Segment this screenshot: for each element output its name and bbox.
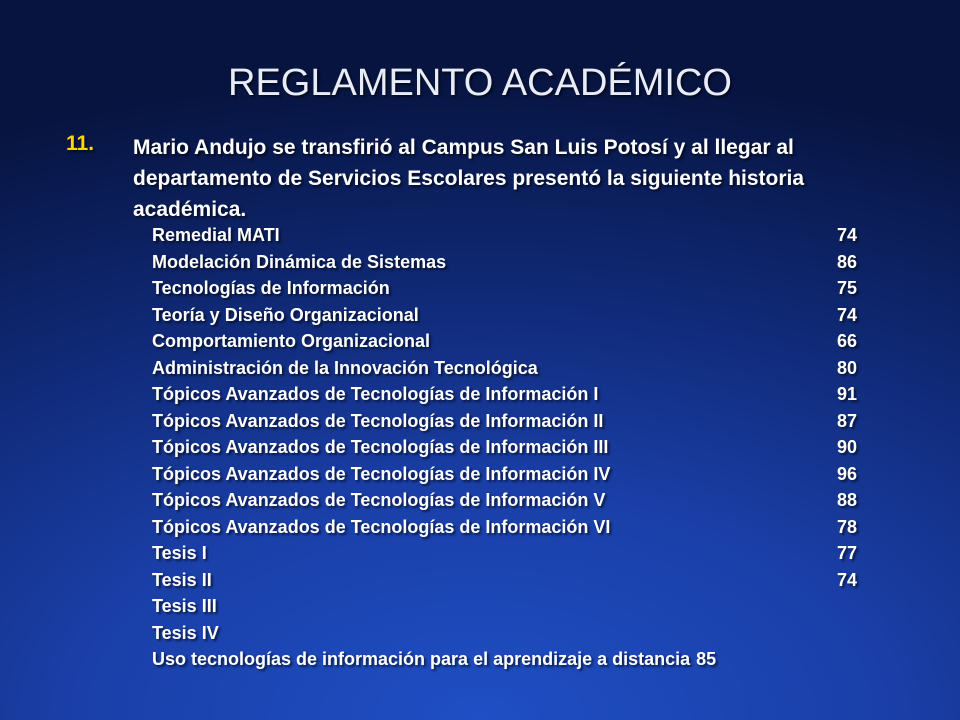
course-row: [152, 249, 872, 276]
course-name: Uso tecnologías de información para el aprendizaje a distancia: [152, 649, 691, 669]
course-grade: 86: [837, 251, 858, 272]
course-name: Teoría y Diseño Organizacional: [152, 304, 419, 325]
course-row: [152, 461, 872, 488]
course-grade: 74: [837, 304, 858, 325]
course-row: [152, 514, 872, 541]
course-name: Comportamiento Organizacional: [152, 331, 431, 351]
course-list: [152, 222, 872, 673]
course-row: [152, 646, 872, 673]
course-name: Tópicos Avanzados de Tecnologías de Información V: [152, 490, 606, 510]
course-name: Tópicos Avanzados de Tecnologías de Información IV: [152, 463, 611, 484]
course-name: Remedial MATI: [152, 225, 280, 245]
course-name: Tecnologías de Información: [152, 278, 390, 298]
course-name: Tópicos Avanzados de Tecnologías de Información II: [152, 410, 604, 431]
course-grade: 74: [837, 569, 858, 590]
course-row: [152, 487, 872, 514]
course-name: Tesis III: [152, 596, 217, 616]
course-row: [152, 593, 872, 620]
course-name: Tópicos Avanzados de Tecnologías de Información VI: [152, 516, 611, 537]
course-grade: 78: [837, 516, 858, 537]
course-grade: 74: [837, 225, 858, 245]
course-row: [152, 567, 872, 594]
course-row: [152, 275, 872, 302]
course-name: Tesis IV: [152, 622, 219, 643]
course-grade: 91: [837, 384, 858, 404]
slide-title: REGLAMENTO ACADÉMICO: [228, 62, 732, 104]
course-name: Tópicos Avanzados de Tecnologías de Información I: [152, 384, 599, 404]
course-grade: 75: [837, 278, 858, 298]
course-name: Tesis I: [152, 543, 207, 563]
course-row: [152, 434, 872, 461]
course-grade: 88: [837, 490, 858, 510]
course-name: Administración de la Innovación Tecnológica: [152, 357, 538, 378]
item-number: 11.: [66, 132, 95, 155]
item-text: Mario Andujo se transfirió al Campus San Luis Potosí y al llegar al departamento de Servicios Escolares presentó la siguiente historia académica.: [133, 136, 805, 221]
course-grade: 87: [837, 410, 858, 431]
course-row: [152, 302, 872, 329]
course-grade: 90: [837, 437, 858, 457]
course-row: [152, 620, 872, 647]
course-row: [152, 540, 872, 567]
course-name: Tópicos Avanzados de Tecnologías de Información III: [152, 437, 609, 457]
course-row: [152, 355, 872, 382]
course-row: [152, 381, 872, 408]
course-grade: 80: [837, 357, 858, 378]
course-row: [152, 408, 872, 435]
course-name: Tesis II: [152, 569, 212, 590]
course-row: [152, 222, 872, 249]
course-name: Modelación Dinámica de Sistemas: [152, 251, 447, 272]
course-grade: 77: [837, 543, 858, 563]
course-grade: 85: [696, 649, 717, 669]
course-grade: 66: [837, 331, 858, 351]
course-grade: 96: [837, 463, 858, 484]
course-row: [152, 328, 872, 355]
